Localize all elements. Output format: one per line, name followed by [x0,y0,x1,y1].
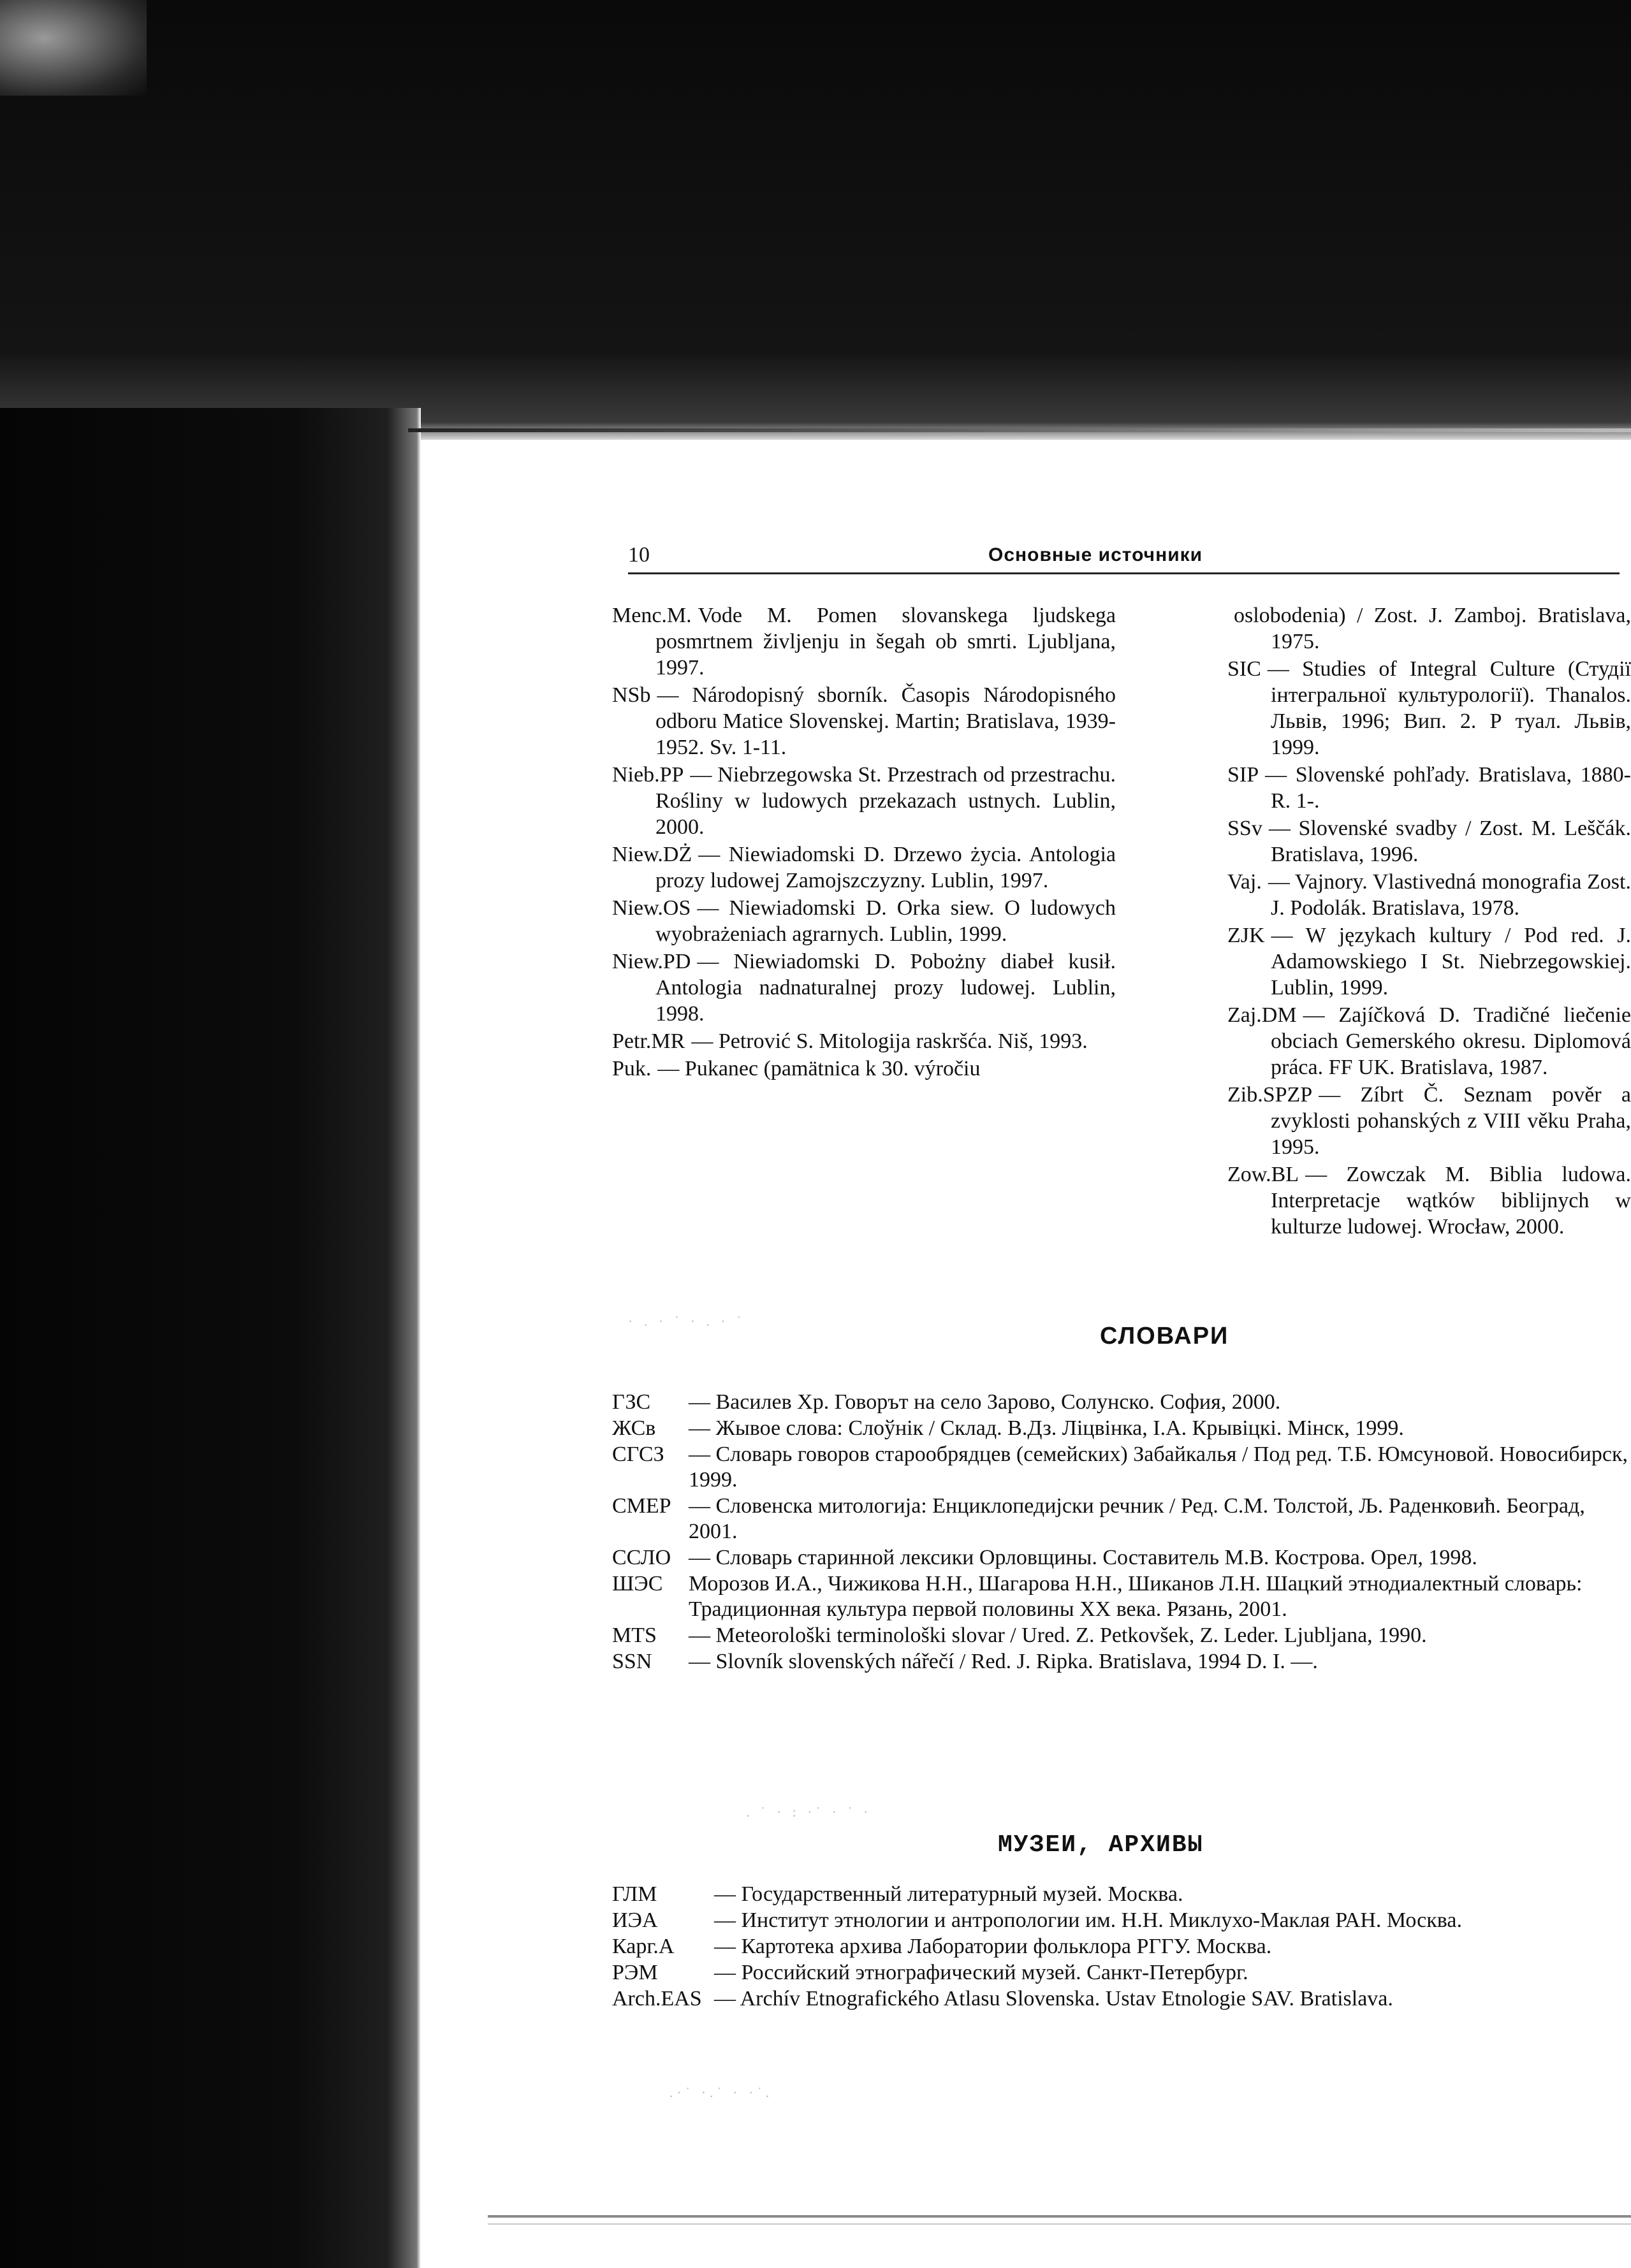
source-entry [612,762,1116,840]
entry-abbr: Puk. [612,1057,652,1080]
entry-abbr: ИЭА [612,1908,658,1932]
entry-text: — Slovenské pohľady. Bratislava, 1880- R. 1-. [1265,763,1631,813]
dictionary-entry [612,1571,1631,1622]
source-entry [612,1028,1116,1054]
museum-entry [612,1934,1631,1959]
entry-text: — Slovník slovenských nářečí / Red. J. Ripka. Bratislava, 1994 D. I. —. [689,1650,1318,1673]
entry-text: Морозов И.А., Чижикова Н.Н., Шагарова Н.Н., Шиканов Л.Н. Шацкий этнодиалектный словарь: Традиционная культура первой половины XX века. Рязань, 2001. [689,1572,1583,1621]
entry-abbr: ГЗС [612,1390,651,1414]
dictionary-entry [612,1390,1631,1415]
entry-text: — Národopisný sborník. Časopis Národopisného odboru Matice Slovenskej. Martin; Bratislava, 1939-1952. Sv. 1-11. [655,683,1116,759]
source-entry [1227,762,1631,814]
entry-abbr: ЖСв [612,1416,656,1440]
source-entry [1227,656,1631,760]
museum-entry [612,1882,1631,1907]
entry-abbr: РЭМ [612,1961,658,1984]
sources-left-column [612,602,1116,1083]
source-entry [612,602,1116,681]
entry-text: — Archív Etnografického Atlasu Slovenska. Ustav Etnologie SAV. Bratislava. [714,1987,1393,2010]
entry-abbr: ШЭС [612,1572,663,1596]
entry-text: — Zíbrt Č. Seznam pověr a zvyklosti pohanských z VIII věku Praha, 1995. [1271,1083,1631,1159]
entry-abbr: Menc.M. [612,604,692,627]
entry-abbr: Zib.SPZP [1227,1083,1313,1107]
museums-heading: МУЗЕИ, АРХИВЫ [998,1831,1204,1859]
dictionary-entry [612,1442,1631,1493]
entry-abbr: SSv [1227,817,1262,840]
entry-text: — Slovenské svadby / Zost. M. Leščák. Bratislava, 1996. [1268,817,1631,866]
entry-text: — Словарь говоров старообрядцев (семейских) Забайкалья / Под ред. Т.Б. Юмсуновой. Новосибирск, 1999. [689,1443,1628,1492]
entry-abbr: Niew.PD [612,950,691,973]
source-entry [612,949,1116,1027]
page-top-edge [408,428,1631,432]
entry-text: Vode M. Pomen slovanskega ljudskega posmrtnem življenju in šegah ob smrti. Ljubljana, 1997. [655,604,1116,680]
entry-text: oslobodenia) / Zost. J. Zamboj. Bratislava, 1975. [1234,604,1631,653]
entry-text: — Жывое слова: Слоўнік / Склад. В.Дз. Ліцвінка, І.А. Крывіцкі. Мінск, 1999. [689,1416,1404,1440]
bottom-rule-secondary [488,2223,1631,2225]
entry-text: — Niewiadomski D. Pobożny diabeł kusił. Antologia nadnaturalnej prozy ludowej. Lublin, 1998. [655,950,1116,1026]
sources-right-column [1227,602,1631,1241]
entry-text: — Словарь старинной лексики Орловщины. Составитель М.В. Кострова. Орел, 1998. [689,1546,1477,1569]
entry-text: — Vajnory. Vlastivedná monografia Zost. J. Podolák. Bratislava, 1978. [1268,870,1631,920]
entry-text: — W językach kultury / Pod red. J. Adamowskiego I St. Niebrzegowskiej. Lublin, 1999. [1271,924,1631,1000]
scan-shadow-top [0,0,1631,440]
scan-noise: .·˙ ·.˙ · ·˙. [669,2084,773,2100]
source-entry [1227,815,1631,868]
entry-text: — Российский этнографический музей. Санкт-Петербург. [714,1961,1248,1984]
entry-abbr: Niew.OS [612,896,691,920]
dictionary-entry [612,1623,1631,1648]
entry-abbr: Niew.DŻ [612,843,692,866]
entry-abbr: SIC [1227,657,1261,681]
museums-list [612,1882,1631,2012]
entry-abbr: Zow.BL [1227,1163,1299,1186]
entry-text: — Niewiadomski D. Drzewo życia. Antologia prozy ludowej Zamojszczyzny. Lublin, 1997. [655,843,1116,892]
bottom-rule [488,2215,1631,2218]
entry-abbr: Vaj. [1227,870,1262,894]
entry-abbr: Arch.EAS [612,1987,702,2010]
entry-abbr: Nieb.PP [612,763,684,787]
entry-text: — Zajíčková D. Tradičné liečenie obciach Gemerského okresu. Diplomová práca. FF UK. Bratislava, 1987. [1271,1003,1631,1079]
dictionary-entry [612,1649,1631,1675]
entry-abbr: SSN [612,1650,652,1673]
entry-abbr: MTS [612,1624,657,1647]
scan-noise: . ˙ · : ·˙ · ˙ · [746,1804,872,1820]
entry-text: — Zowczak M. Biblia ludowa. Interpretacje wątków biblijnych w kulturze ludowej. Wrocław, 2000. [1271,1163,1631,1239]
source-entry [1227,1082,1631,1160]
scan-shadow-left [0,408,421,2268]
source-entry [612,895,1116,947]
entry-abbr: Zaj.DM [1227,1003,1297,1027]
scan-noise: · . · ˙ · . · ˙ [628,1313,745,1329]
page-number: 10 [628,543,650,567]
source-entry [612,841,1116,894]
source-entry [1227,602,1631,655]
source-entry [1227,869,1631,921]
museum-entry [612,1986,1631,2012]
entry-text: — Meteorološki terminološki slovar / Ured. Z. Petkovšek, Z. Leder. Ljubljana, 1990. [689,1624,1427,1647]
entry-text: — Niebrzegowska St. Przestrach od przestrachu. Rośliny w ludowych przekazach ustnych. Lublin, 2000. [655,763,1116,839]
entry-abbr: SIP [1227,763,1259,787]
entry-abbr: СМЕР [612,1494,671,1518]
dictionary-entry [612,1494,1631,1545]
entry-text: — Niewiadomski D. Orka siew. O ludowych wyobrażeniach agrarnych. Lublin, 1999. [655,896,1116,946]
source-entry [1227,1161,1631,1240]
source-entry [612,1056,1116,1082]
entry-abbr: NSb [612,683,651,707]
entry-abbr: ССЛО [612,1546,671,1569]
dictionary-entry [612,1545,1631,1571]
entry-text: — Картотека архива Лаборатории фольклора РГГУ. Москва. [714,1935,1272,1958]
entry-abbr: ZJK [1227,924,1265,947]
entry-abbr: СГСЗ [612,1443,664,1466]
entry-text: — Studies of Integral Culture (Студії інтегральної культурології). Thanalos. Львів, 1996; Вип. 2. Р туал. Львів, 1999. [1267,657,1631,759]
source-entry [1227,1002,1631,1080]
running-head [628,543,1620,574]
museum-entry [612,1908,1631,1933]
page-title: Основные источники [988,544,1203,565]
entry-text: — Pukanec (pamätnica k 30. výročiu [657,1057,981,1080]
source-entry [1227,922,1631,1001]
entry-abbr: Карг.А [612,1935,675,1958]
dictionaries-list [612,1390,1631,1675]
dictionary-entry [612,1416,1631,1441]
entry-abbr: ГЛМ [612,1882,657,1906]
entry-text: — Государственный литературный музей. Москва. [714,1882,1183,1906]
entry-text: — Словенска митологиjа: Енциклопедиjски речник / Ред. С.М. Толстой, Љ. Раденковић. Београд, 2001. [689,1494,1585,1543]
entry-text: — Василев Хр. Говорът на село Зарово, Солунско. София, 2000. [689,1390,1281,1414]
museum-entry [612,1960,1631,1986]
source-entry [612,682,1116,760]
entry-text: — Petrović S. Mitologija raskršća. Niš, 1993. [691,1029,1088,1053]
dictionaries-heading: СЛОВАРИ [1100,1323,1229,1349]
entry-text: — Институт этнологии и антропологии им. Н.Н. Миклухо-Маклая РАН. Москва. [714,1908,1462,1932]
entry-abbr: Petr.MR [612,1029,685,1053]
